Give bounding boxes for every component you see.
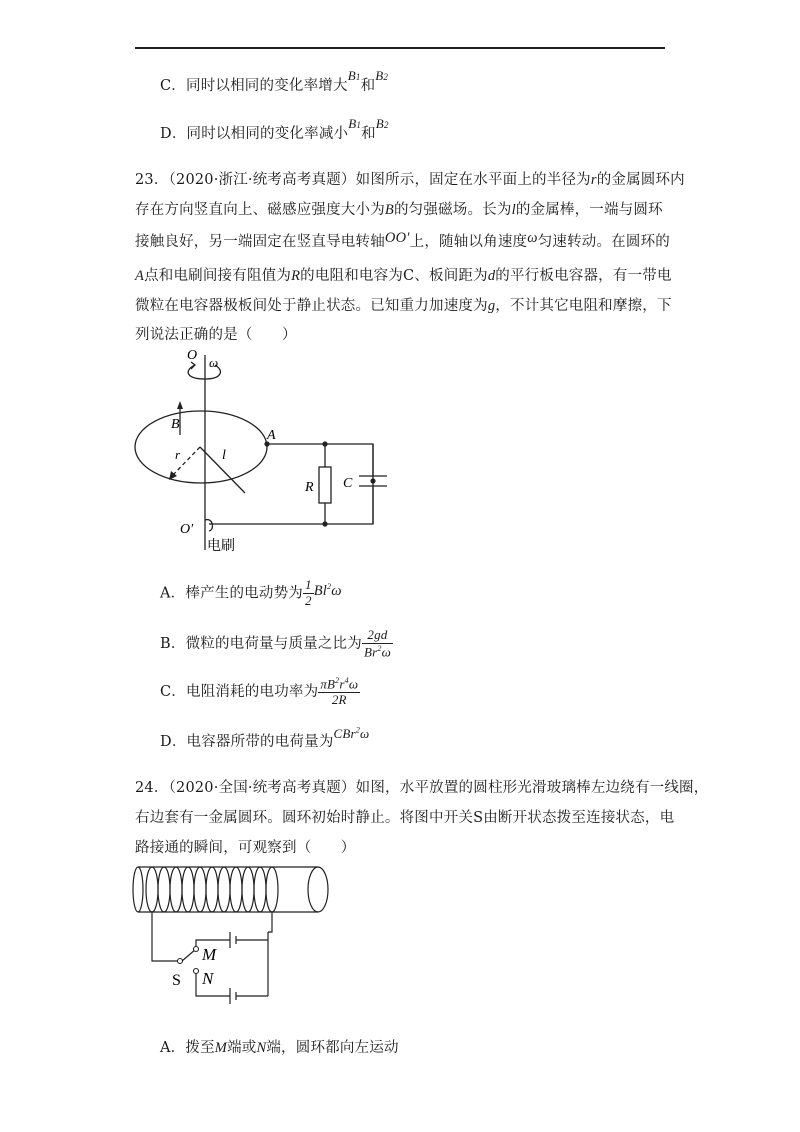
coil bbox=[146, 867, 278, 912]
q24-stem-line-2: 右边套有一金属圆环。圆环初始时静止。将图中开关S由断开状态拨至连接状态，电 bbox=[135, 810, 675, 826]
q23-option-a: A．棒产生的电动势为 $\frac{1}{2}$ Bl$^2$ω bbox=[160, 577, 342, 608]
q23-stem-line-4: A点和电刷间接有阻值为R的电阻和电容为C、板间距为d的平行板电容器，有一带电 bbox=[135, 268, 672, 284]
q23-stem-line-5: 微粒在电容器极板间处于静止状态。已知重力加速度为g，不计其它电阻和摩擦，下 bbox=[135, 298, 672, 314]
q24-option-a: A．拨至M端或N端，圆环都向左运动 bbox=[160, 1040, 399, 1056]
q24-coil-glass-rod-diagram bbox=[130, 860, 340, 1010]
label-omega: ω bbox=[209, 355, 219, 370]
label-r: r bbox=[175, 447, 181, 462]
label-brush: 电刷 bbox=[207, 539, 235, 554]
q22-option-d: D．同时以相同的变化率减小B1和B2 bbox=[160, 116, 389, 142]
q24-stem-line-1: 24．（2020·全国·统考高考真题）如图，水平放置的圆柱形光滑玻璃棒左边绕有一线圈， bbox=[135, 780, 709, 796]
label-a: A bbox=[267, 428, 276, 443]
label-l: l bbox=[222, 448, 226, 463]
q23-rotating-rod-circuit-diagram bbox=[125, 345, 405, 560]
resistor-r bbox=[319, 467, 331, 503]
q23-stem-line-3: 接触良好，另一端固定在竖直导电转轴OO′上，随轴以角速度ω匀速转动。在圆环的 bbox=[135, 230, 670, 250]
label-b: B bbox=[171, 417, 180, 432]
q24-stem-line-3: 路接通的瞬间，可观察到（ ） bbox=[135, 840, 356, 856]
coil-lead-left bbox=[152, 912, 178, 961]
coil-lead-right bbox=[268, 912, 272, 932]
label-m: M bbox=[202, 945, 217, 964]
label-o-prime: O′ bbox=[180, 522, 194, 537]
label-o: O bbox=[187, 348, 198, 363]
label-resistor: R bbox=[305, 480, 314, 495]
metal-ring bbox=[135, 411, 267, 483]
label-capacitor: C bbox=[343, 476, 353, 491]
label-s: S bbox=[172, 972, 181, 989]
q23-option-b: B．微粒的电荷量与质量之比为 $\frac{2gd}{Br^2\omega}$ bbox=[160, 627, 391, 660]
brush bbox=[205, 520, 212, 531]
q23-option-d: D．电容器所带的电荷量为CBr$^2$ω bbox=[160, 725, 370, 750]
q23-stem-line-6: 列说法正确的是（ ） bbox=[135, 327, 297, 343]
label-n: N bbox=[202, 969, 214, 988]
glass-rod-end bbox=[308, 867, 328, 912]
top-rule bbox=[135, 47, 665, 49]
q22-option-c: C．同时以相同的变化率增大B1和B2 bbox=[160, 68, 389, 94]
q23-option-c: C．电阻消耗的电功率为 $\frac{\pi B^2r^4\omega}{2R}$ bbox=[160, 676, 359, 708]
q23-stem-line-2: 存在方向竖直向上、磁感应强度大小为B的匀强磁场。长为l的金属棒，一端与圆环 bbox=[135, 202, 663, 218]
q23-stem-line-1: 23．（2020·浙江·统考高考真题）如图所示，固定在水平面上的半径为r的金属圆环内 bbox=[135, 172, 685, 188]
